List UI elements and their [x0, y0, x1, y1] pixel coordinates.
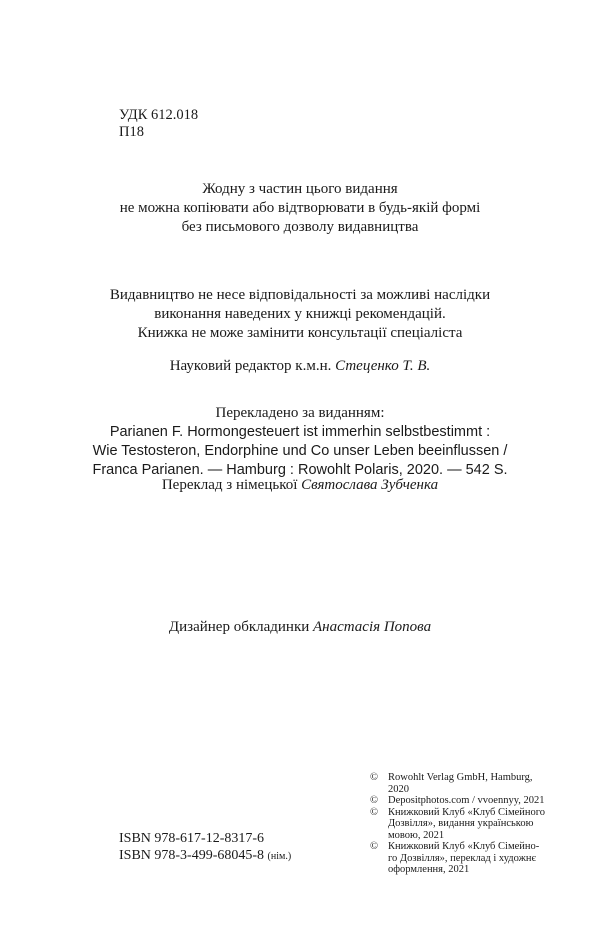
editor-label: Науковий редактор к.м.н.: [169, 358, 332, 374]
editor-name: Стеценко Т. В.: [335, 358, 431, 374]
copyright-text: Книжковий Клуб «Клуб Сімейного Дозвілля», видання українською мовою, 2021: [388, 806, 546, 841]
source-line: Parianen F. Hormongesteuert ist immerhin selbstbestimmt :: [109, 424, 491, 440]
copyright-icon: ©: [370, 795, 378, 806]
translator-label: Переклад з німецької: [161, 477, 298, 493]
source-line: Wie Testosteron, Endorphine und Co unser Leben beeinflussen /: [92, 443, 508, 459]
notice-line: Жодну з частин цього видання: [202, 181, 398, 197]
udk-block: [119, 107, 198, 141]
designer-name: Анастасія Попова: [313, 619, 432, 635]
copyright-icon: ©: [370, 806, 378, 818]
author-sign: П18: [119, 124, 144, 140]
copyright-text: Depositphotos.com / vvoennyy, 2021: [388, 795, 545, 806]
disclaimer: [0, 286, 600, 343]
source-edition: [0, 404, 600, 480]
disclaimer-line: Книжка не може замінити консультації спеціаліста: [137, 325, 463, 341]
copyright-item: [370, 807, 570, 842]
copyright-list: [370, 772, 570, 876]
source-heading: Перекладено за виданням:: [215, 405, 385, 421]
copyright-icon: ©: [370, 772, 378, 783]
cover-designer: [0, 618, 600, 637]
disclaimer-line: виконання наведених у книжці рекомендацій.: [154, 306, 446, 322]
translator-name: Святослава Зубченка: [301, 477, 439, 493]
notice-line: без письмового дозволу видавництва: [181, 219, 419, 235]
source-line: Franca Parianen. — Hamburg : Rowohlt Polaris, 2020. — 542 S.: [92, 462, 508, 478]
copyright-text: Книжковий Клуб «Клуб Сімейно- го Дозвілля», переклад і художнє оформлення, 2021: [388, 841, 540, 875]
translator: [0, 476, 600, 495]
copyright-notice: [0, 180, 600, 237]
isbn-ukrainian: ISBN 978-617-12-8317-6: [119, 831, 265, 846]
isbn-block: [119, 830, 291, 865]
disclaimer-line: Видавництво не несе відповідальності за можливі наслідки: [109, 287, 491, 303]
copyright-item: [370, 772, 570, 795]
designer-label: Дизайнер обкладинки: [168, 619, 310, 635]
isbn-german-note: (нім.): [267, 851, 292, 862]
isbn-german: ISBN 978-3-499-68045-8: [119, 848, 265, 863]
copyright-item: [370, 795, 570, 807]
copyright-item: [370, 841, 570, 876]
copyright-text: Rowohlt Verlag GmbH, Hamburg, 2020: [388, 772, 533, 795]
scientific-editor: [0, 357, 600, 376]
notice-line: не можна копіювати або відтворювати в будь-якій формі: [119, 200, 481, 216]
copyright-icon: ©: [370, 841, 378, 852]
udk-code: УДК 612.018: [119, 107, 199, 123]
isbn-german-row: [119, 847, 291, 865]
